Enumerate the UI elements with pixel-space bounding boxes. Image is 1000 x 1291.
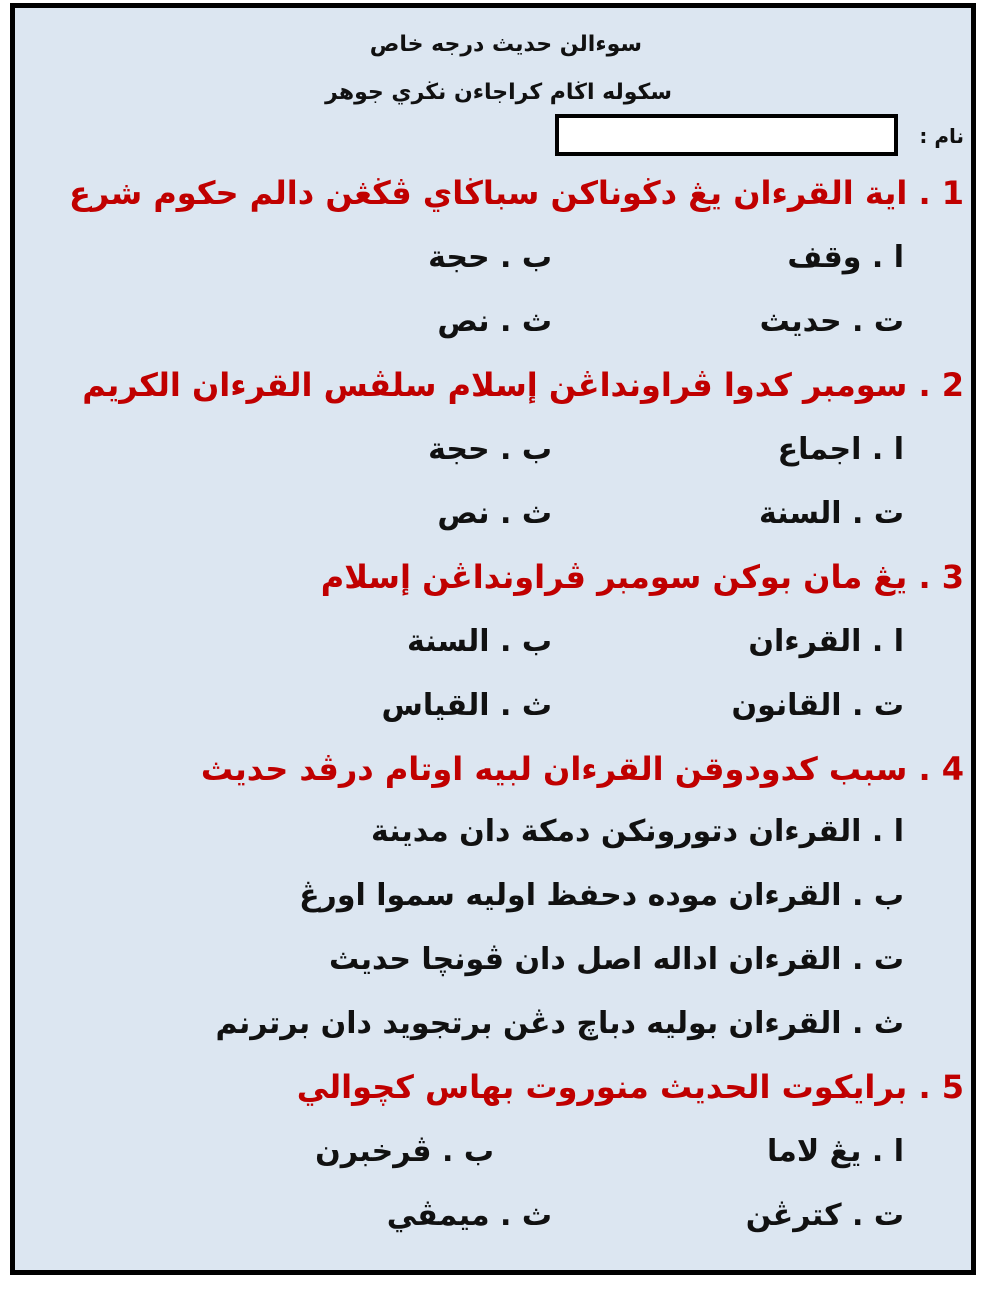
question-4: 4 . سبب كدودوقن القرءان لبيه اوتام درڤد حديث [200, 750, 964, 788]
question-4-option-a[interactable]: ا . القرءان دتورونكن دمكة دان مدينة [371, 814, 904, 849]
question-4-option-d[interactable]: ث . القرءان بوليه دباچ دڠن برتجويد دان برترنم [215, 1006, 904, 1041]
question-2: 2 . سومبر كدوا ڤراونداڠن إسلام سلڤس القرءان الكريم [82, 366, 964, 404]
question-2-option-c[interactable]: ت . السنة [759, 496, 904, 531]
question-3-option-d[interactable]: ث . القياس [381, 688, 552, 723]
question-3-option-c[interactable]: ت . القانون [731, 688, 904, 723]
header-school: سكوله اڬام كراجاءن نڬري جوهر [325, 80, 672, 105]
question-3-option-a[interactable]: ا . القرءان [748, 624, 904, 659]
question-2-option-b[interactable]: ب . حجة [428, 432, 552, 467]
question-3: 3 . يڠ مان بوكن سومبر ڤراونداڠن إسلام [320, 558, 964, 596]
question-1-option-a[interactable]: ا . وقف [787, 240, 904, 275]
question-2-option-d[interactable]: ث . نص [437, 496, 552, 531]
name-field[interactable] [555, 114, 898, 156]
question-4-option-c[interactable]: ت . القرءان اداله اصل دان ڤونچا حديث [328, 942, 904, 977]
question-5-option-c[interactable]: ت . كترڠن [745, 1198, 904, 1233]
question-4-option-b[interactable]: ب . القرءان موده دحفظ اوليه سموا اورڠ [299, 878, 904, 913]
question-1-option-d[interactable]: ث . نص [437, 304, 552, 339]
question-5-option-a[interactable]: ا . يڠ لاما [767, 1134, 904, 1169]
question-1-option-c[interactable]: ت . حديث [759, 304, 904, 339]
header-title: سوءالن حديث درجه خاص [369, 32, 642, 57]
question-3-option-b[interactable]: ب . السنة [407, 624, 552, 659]
question-5-option-d[interactable]: ث . ميمڤي [386, 1198, 552, 1233]
question-2-option-a[interactable]: ا . اجماع [777, 432, 904, 467]
question-1-option-b[interactable]: ب . حجة [428, 240, 552, 275]
question-5: 5 . برايكوت الحديث منوروت بهاس كچوالي [296, 1068, 964, 1106]
question-5-option-b[interactable]: ب . ڤرخبرن [315, 1134, 494, 1169]
question-1: 1 . اية القرءان يڠ دڬوناكن سباڬاي ڤڬڠن دالم حكوم شرع [68, 174, 964, 212]
name-label: نام : [919, 124, 964, 148]
